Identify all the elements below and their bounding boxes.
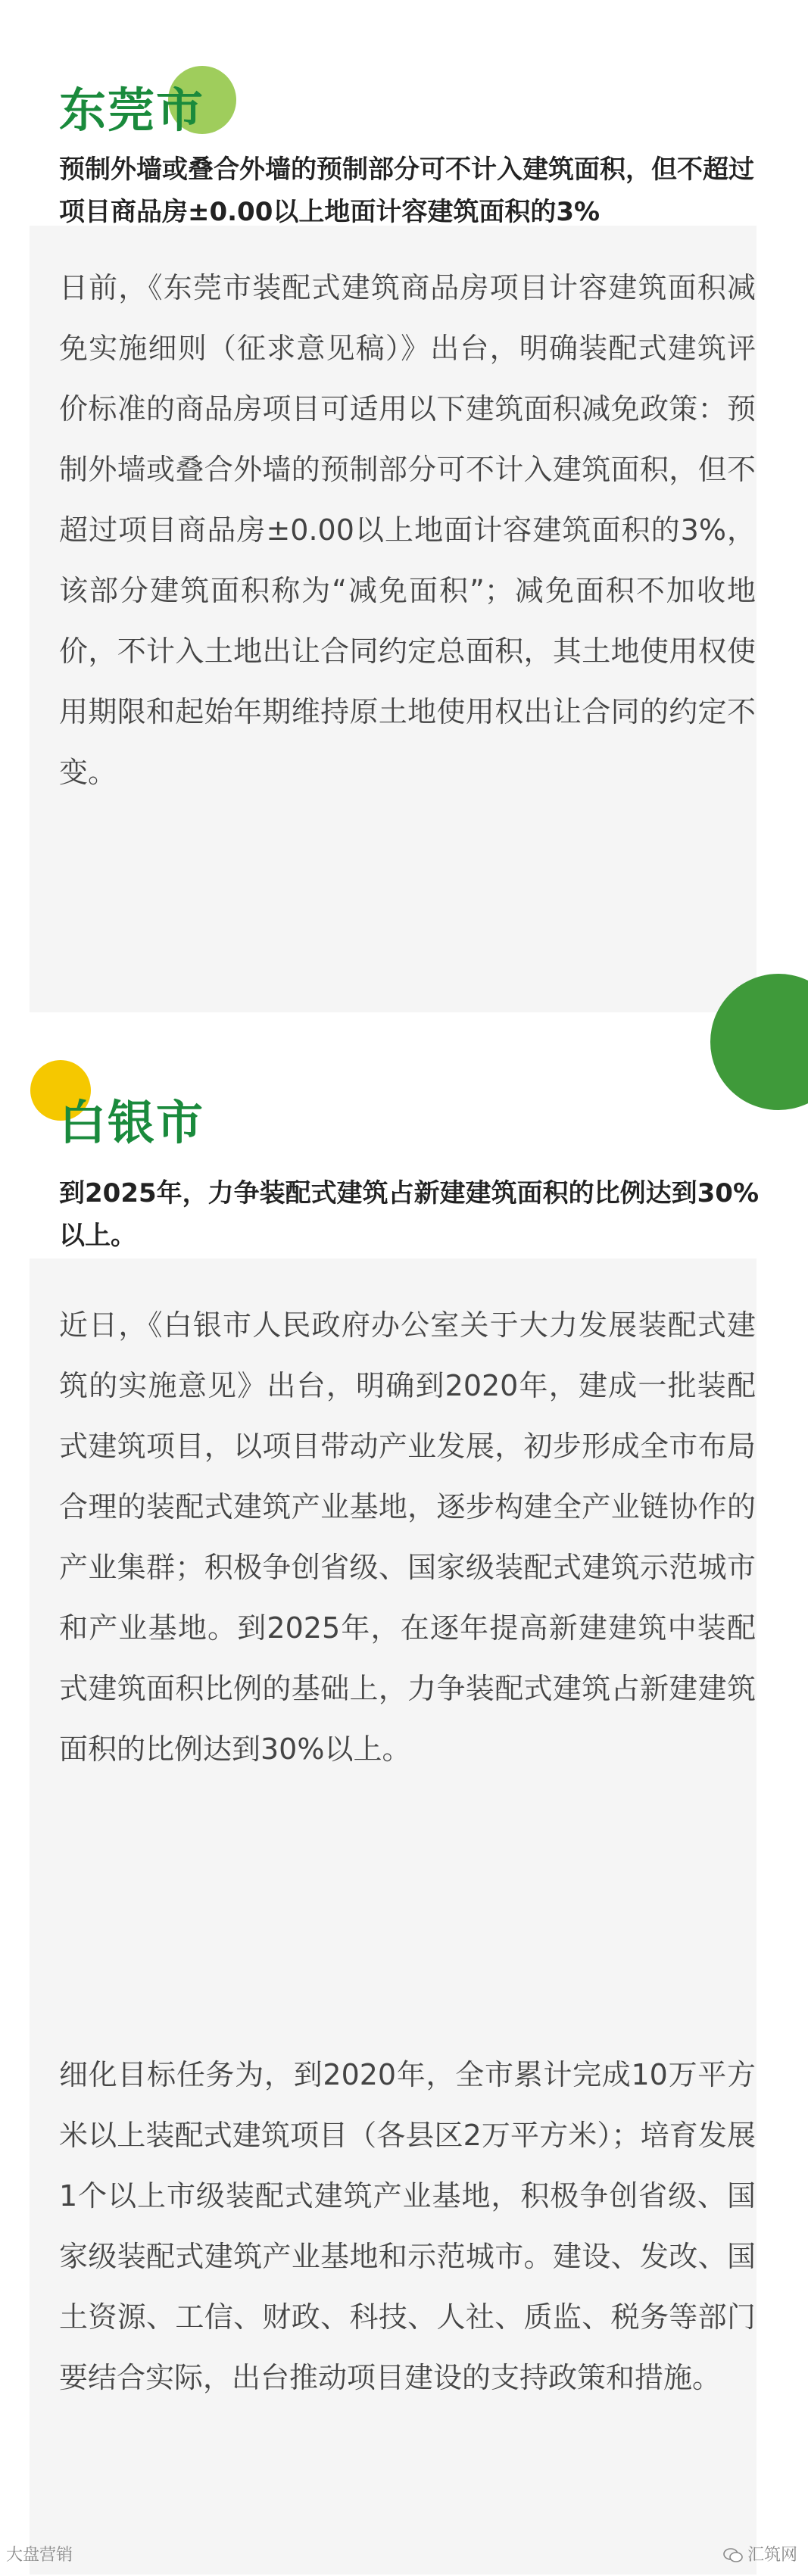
section-subtitle-dongguan: 预制外墙或叠合外墙的预制部分可不计入建筑面积，但不超过项目商品房±0.00以上地面计容建筑面积的3% <box>59 154 754 227</box>
section-title-dongguan: 东莞市 <box>59 83 205 138</box>
watermark-right-label: 汇筑网 <box>747 2546 798 2565</box>
section-title-baiyin: 白银市 <box>59 1095 205 1150</box>
section-paragraph-dongguan: 日前，《东莞市装配式建筑商品房项目计容建筑面积减免实施细则（征求意见稿）》出台，明确装配式建筑评价标准的商品房项目可适用以下建筑面积减免政策：预制外墙或叠合外墙的预制部分可不计入建筑面积，但不超过项目商品房±0.00以上地面计容建筑面积的3%，该部分建筑面积称为“减免面积”；减免面积不加收地价，不计入土地出让合同约定总面积，其土地使用权使用期限和起始年期维持原土地使用权出让合同的约定不变。 <box>59 271 756 789</box>
wechat-icon <box>723 2547 743 2564</box>
section-subtitle-baiyin: 到2025年，力争装配式建筑占新建建筑面积的比例达到30%以上。 <box>59 1178 760 1251</box>
watermark-left: 大盘营销 <box>6 2546 73 2565</box>
section-paragraph-baiyin-2: 细化目标任务为，到2020年，全市累计完成10万平方米以上装配式建筑项目（各县区2万平方米）；培育发展1个以上市级装配式建筑产业基地，积极争创省级、国家级装配式建筑产业基地和示范城市。建设、发改、国土资源、工信、财政、科技、人社、质监、税务等部门要结合实际，出台推动项目建设的支持政策和措施。 <box>59 2058 756 2394</box>
watermark-right <box>723 2544 797 2567</box>
section-paragraph-baiyin-1: 近日，《白银市人民政府办公室关于大力发展装配式建筑的实施意见》出台，明确到2020年，建成一批装配式建筑项目，以项目带动产业发展，初步形成全市布局合理的装配式建筑产业基地，逐步构建全产业链协作的产业集群；积极争创省级、国家级装配式建筑示范城市和产业基地。到2025年，在逐年提高新建建筑中装配式建筑面积比例的基础上，力争装配式建筑占新建建筑面积的比例达到30%以上。 <box>59 1308 756 1766</box>
